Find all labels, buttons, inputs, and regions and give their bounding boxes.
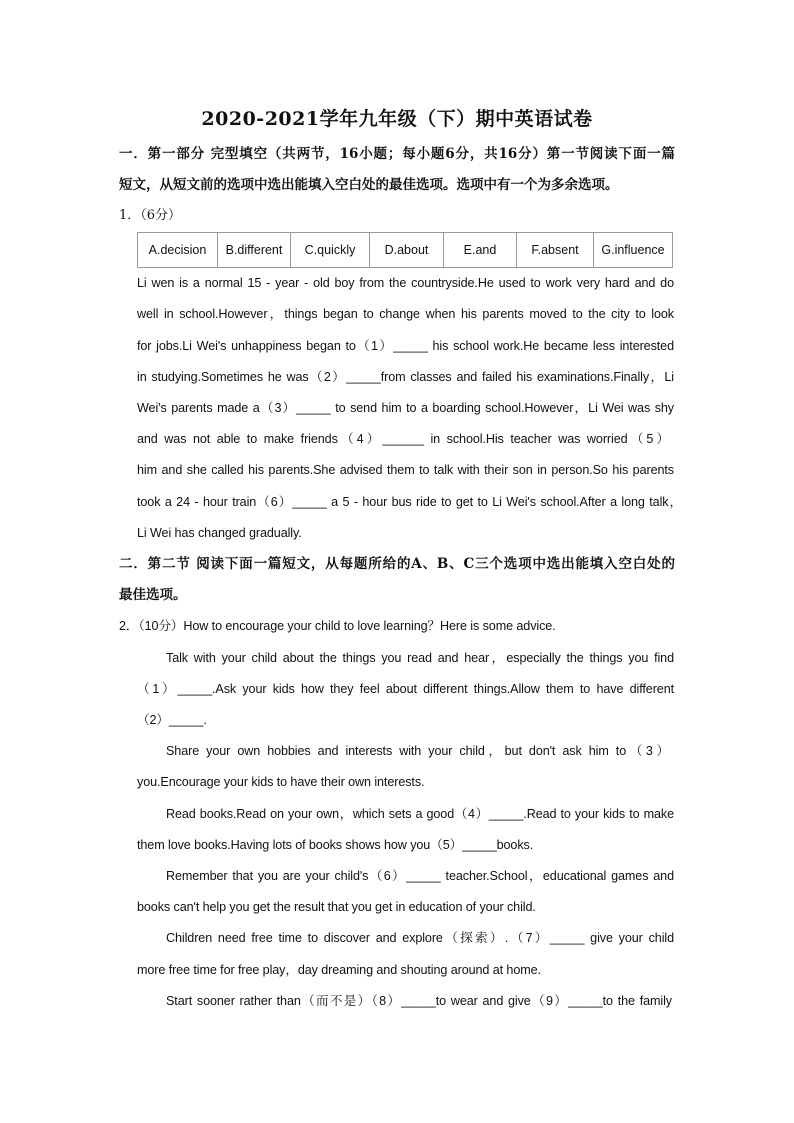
passage2-line: books can't help you get the result that you get in education of your child. <box>137 900 536 914</box>
section2-heading-line1: 二．第二节 阅读下面一篇短文，从每题所给的A、B、C三个选项中选出能填入空白处的 <box>119 556 675 572</box>
question1-number: 1．（6分） <box>119 208 182 223</box>
section2-heading-line2: 最佳选项。 <box>119 587 187 603</box>
options-table <box>137 232 673 268</box>
option-f: F.absent <box>517 233 594 268</box>
option-a: A.decision <box>138 233 218 268</box>
passage2-line: Share your own hobbies and interests with your child，but don't ask him to（3） <box>166 744 669 758</box>
passage2-line: Remember that you are your child's（6）_____ teacher.School，educational games and <box>166 869 674 883</box>
passage2-line: Start sooner rather than（而不是）（8）_____to wear and give（9）_____to the family <box>166 994 672 1008</box>
passage1-line: for jobs.Li Wei's unhappiness began to（1）_____ his school work.He became less interested <box>137 339 674 353</box>
section1-heading-line1: 一．第一部分 完型填空（共两节，16小题；每小题6分，共16分）第一节阅读下面一篇 <box>119 146 675 162</box>
passage1-line: Wei's parents made a（3）_____ to send him to a boarding school.However，Li Wei was shy <box>137 401 674 415</box>
section1-heading-line2: 短文，从短文前的选项中选出能填入空白处的最佳选项。选项中有一个为多余选项。 <box>119 177 619 193</box>
passage2-line: them love books.Having lots of books shows how you（5）_____books. <box>137 838 534 852</box>
exam-title: 2020-2021学年九年级（下）期中英语试卷 <box>201 108 593 130</box>
passage2-line: （2）_____. <box>137 713 207 727</box>
passage1-line: Li Wei has changed gradually. <box>137 526 302 540</box>
passage1-line: well in school.However，things began to change when his parents moved to the city to look <box>137 307 674 321</box>
passage1-line: Li wen is a normal 15 - year - old boy from the countryside.He used to work very hard and do <box>137 276 674 290</box>
option-e: E.and <box>444 233 517 268</box>
option-d: D.about <box>370 233 444 268</box>
passage1-line: and was not able to make friends（4）______ in school.His teacher was worried（5） <box>137 432 669 446</box>
question2-intro: 2．（10分）How to encourage your child to love learning？Here is some advice. <box>119 619 556 633</box>
options-row <box>138 233 673 268</box>
option-g: G.influence <box>594 233 673 268</box>
passage1-line: in studying.Sometimes he was（2）_____from classes and failed his examinations.Finally，Li <box>137 370 674 384</box>
passage2-line: Read books.Read on your own，which sets a good（4）_____.Read to your kids to make <box>166 807 674 821</box>
passage1-line: took a 24 - hour train（6）_____ a 5 - hour bus ride to get to Li Wei's school.After a long talk， <box>137 495 682 509</box>
option-b: B.different <box>218 233 291 268</box>
passage2-line: （1）_____.Ask your kids how they feel about different things.Allow them to have different <box>137 682 674 696</box>
passage2-line: you.Encourage your kids to have their own interests. <box>137 775 425 789</box>
passage2-line: Talk with your child about the things you read and hear，especially the things you find <box>166 651 674 665</box>
passage2-line: more free time for free play，day dreaming and shouting around at home. <box>137 963 541 977</box>
passage1-line: him and she called his parents.She advised them to talk with their son in person.So his parents <box>137 463 674 477</box>
passage2-line: Children need free time to discover and explore（探索）.（7）_____ give your child <box>166 931 674 945</box>
option-c: C.quickly <box>291 233 370 268</box>
